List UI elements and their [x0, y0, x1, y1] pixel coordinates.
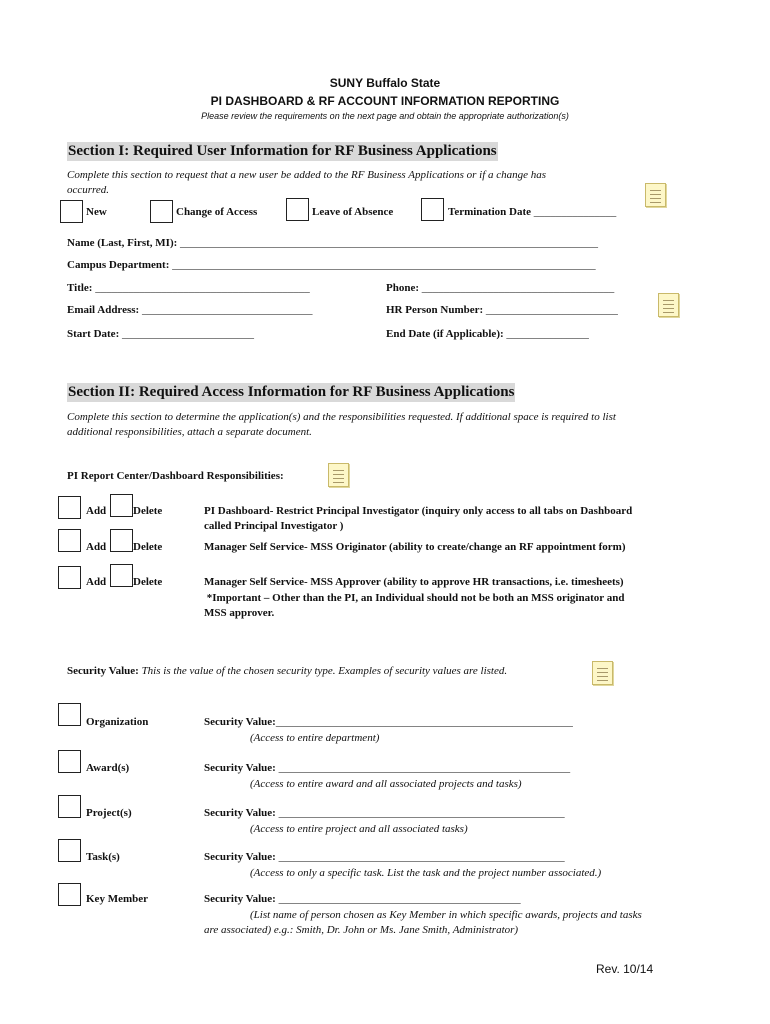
security-value-label: Security Value:: [204, 851, 276, 863]
tasks-checkbox[interactable]: [58, 839, 81, 862]
security-intro: [67, 665, 507, 677]
termination-date-line: _______________: [533, 206, 617, 218]
organization-checkbox[interactable]: [58, 703, 81, 726]
start-date-field[interactable]: [67, 328, 254, 340]
pi-responsibilities-heading: PI Report Center/Dashboard Responsibilities:: [67, 470, 284, 482]
responsibility-line1: PI Dashboard- Restrict Principal Investigator (inquiry only access to all tabs on Dashboard: [204, 505, 633, 517]
section1-intro-line2: occurred.: [67, 184, 110, 196]
security-intro-label: Security Value:: [67, 665, 139, 677]
department-line: _____________________________________________________________________________: [172, 259, 596, 271]
security-value-line: ____________________________________________________: [275, 851, 565, 863]
security-type-label: Project(s): [86, 807, 132, 819]
hr-number-label: HR Person Number:: [386, 304, 484, 316]
title-label: Title:: [67, 282, 93, 294]
revision-label: Rev. 10/14: [596, 962, 654, 976]
projects-checkbox[interactable]: [58, 795, 81, 818]
section1-title: Section I: Required User Information for RF Business Applications: [68, 143, 497, 159]
security-value-note: (Access to entire project and all associated tasks): [250, 823, 468, 835]
responsibility-line2: *Important – Other than the PI, an Individual should not be both an MSS originator and: [204, 592, 625, 604]
key-member-checkbox[interactable]: [58, 883, 81, 906]
email-field[interactable]: [67, 304, 312, 316]
section2-intro-line1: Complete this section to determine the application(s) and the responsibilities requested. If additional space is required to list: [67, 411, 616, 423]
end-date-field[interactable]: [386, 328, 589, 340]
phone-label: Phone:: [386, 282, 419, 294]
responsibility-line1: Manager Self Service- MSS Originator (ability to create/change an RF appointment form): [204, 541, 626, 553]
hr-number-line: ________________________: [485, 304, 618, 316]
delete-label: Delete: [133, 505, 163, 517]
sticky-note-icon[interactable]: [658, 293, 679, 317]
security-type-label: Organization: [86, 716, 149, 728]
institution-name: SUNY Buffalo State: [329, 76, 441, 90]
department-field[interactable]: [67, 259, 596, 271]
delete-checkbox[interactable]: [110, 494, 133, 517]
email-label: Email Address:: [67, 304, 140, 316]
start-date-label: Start Date:: [67, 328, 120, 340]
add-label: Add: [86, 505, 107, 517]
security-value-line: ____________________________________________________: [275, 807, 565, 819]
name-field[interactable]: [67, 237, 598, 249]
security-value-field[interactable]: [204, 762, 570, 774]
change-of-access-checkbox[interactable]: [150, 200, 173, 223]
change-of-access-label: Change of Access: [176, 206, 258, 218]
name-label: Name (Last, First, MI):: [67, 237, 178, 249]
end-date-line: _______________: [506, 328, 589, 340]
security-intro-text: This is the value of the chosen security type. Examples of security values are listed.: [141, 665, 508, 677]
awards-checkbox[interactable]: [58, 750, 81, 773]
responsibility-line1: Manager Self Service- MSS Approver (ability to approve HR transactions, i.e. timesheets): [204, 576, 624, 588]
responsibility-line3: MSS approver.: [204, 607, 275, 619]
add-label: Add: [86, 576, 107, 588]
start-date-line: ________________________: [121, 328, 254, 340]
security-type-label: Key Member: [86, 893, 148, 905]
termination-date-field[interactable]: [448, 206, 616, 218]
security-value-line: ____________________________________________: [275, 893, 521, 905]
new-checkbox[interactable]: [60, 200, 83, 223]
termination-date-label: Termination Date: [448, 206, 532, 218]
sticky-note-icon[interactable]: [592, 661, 613, 685]
delete-checkbox[interactable]: [110, 564, 133, 587]
add-checkbox[interactable]: [58, 566, 81, 589]
phone-field[interactable]: [386, 282, 614, 294]
security-value-note: (List name of person chosen as Key Member in which specific awards, projects and tasks: [250, 909, 642, 921]
name-line: ____________________________________________________________________________: [180, 237, 599, 249]
security-type-label: Task(s): [86, 851, 120, 863]
security-value-field[interactable]: [204, 807, 565, 819]
department-label: Campus Department:: [67, 259, 170, 271]
section2-intro-line2: additional responsibilities, attach a separate document.: [67, 426, 312, 438]
security-value-note: (Access to entire award and all associated projects and tasks): [250, 778, 522, 790]
email-line: _______________________________: [141, 304, 313, 316]
phone-line: ___________________________________: [421, 282, 615, 294]
title-line: _______________________________________: [95, 282, 310, 294]
security-value-note: (Access to entire department): [250, 732, 380, 744]
termination-checkbox[interactable]: [421, 198, 444, 221]
leave-of-absence-checkbox[interactable]: [286, 198, 309, 221]
delete-label: Delete: [133, 576, 163, 588]
end-date-label: End Date (if Applicable):: [386, 328, 504, 340]
form-title: PI DASHBOARD & RF ACCOUNT INFORMATION REPORTING: [210, 94, 560, 108]
sticky-note-icon[interactable]: [328, 463, 349, 487]
security-value-label: Security Value:: [204, 716, 276, 728]
delete-checkbox[interactable]: [110, 529, 133, 552]
security-value-field[interactable]: [204, 716, 573, 728]
form-instructions: Please review the requirements on the next page and obtain the appropriate authorization(s): [201, 111, 569, 121]
security-value-field[interactable]: [204, 893, 521, 905]
security-value-label: Security Value:: [204, 807, 276, 819]
security-value-field[interactable]: [204, 851, 565, 863]
responsibility-line2: called Principal Investigator ): [204, 520, 344, 532]
hr-number-field[interactable]: [386, 304, 618, 316]
section1-intro-line1: Complete this section to request that a new user be added to the RF Business Applications or if a change has: [67, 169, 547, 181]
title-field[interactable]: [67, 282, 310, 294]
section2-title: Section II: Required Access Information for RF Business Applications: [68, 384, 515, 400]
add-label: Add: [86, 541, 107, 553]
security-value-label: Security Value:: [204, 762, 276, 774]
security-value-line: ______________________________________________________: [275, 716, 573, 728]
leave-of-absence-label: Leave of Absence: [312, 206, 394, 218]
new-label: New: [86, 206, 107, 218]
sticky-note-icon[interactable]: [645, 183, 666, 207]
delete-label: Delete: [133, 541, 163, 553]
add-checkbox[interactable]: [58, 529, 81, 552]
security-value-line: _____________________________________________________: [275, 762, 571, 774]
security-value-label: Security Value:: [204, 893, 276, 905]
add-checkbox[interactable]: [58, 496, 81, 519]
security-value-note: (Access to only a specific task. List the task and the project number associated.): [250, 867, 602, 879]
security-type-label: Award(s): [86, 762, 130, 774]
security-value-note-cont: are associated) e.g.: Smith, Dr. John or Ms. Jane Smith, Administrator): [204, 924, 519, 936]
